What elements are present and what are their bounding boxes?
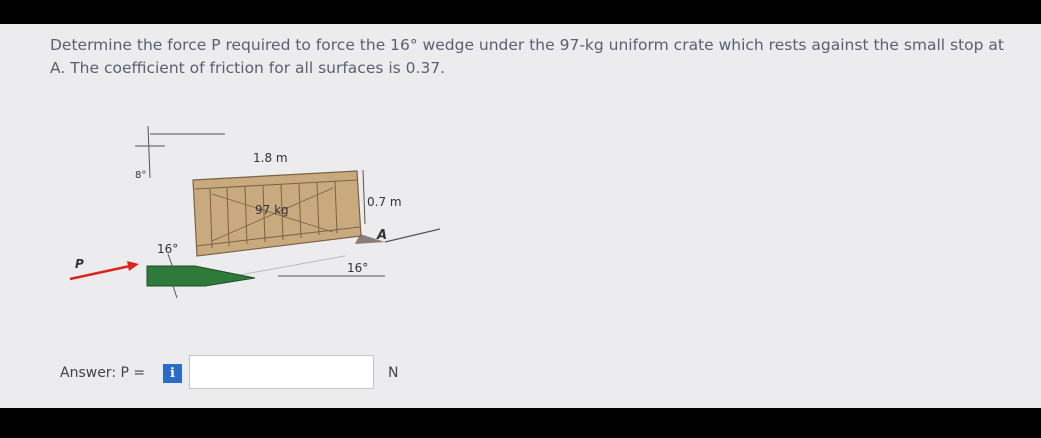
info-icon[interactable]: i (163, 364, 182, 383)
dimension-width-label: 1.8 m (253, 151, 288, 165)
angle-reference-vertical (148, 126, 150, 178)
ground-line-right (385, 229, 440, 242)
wedge-shape (147, 266, 255, 286)
wedge-normal-arrow (173, 286, 177, 298)
angle-top-label: 8° (135, 170, 147, 181)
answer-label: Answer: P = (60, 365, 146, 381)
problem-figure (55, 116, 445, 301)
force-label: P (75, 257, 84, 271)
answer-row (60, 354, 460, 394)
dimension-height-label: 0.7 m (367, 195, 402, 209)
unit-label: N (388, 365, 399, 381)
angle-ground-label: 16° (347, 261, 369, 275)
force-arrow-head (127, 261, 139, 271)
answer-input[interactable] (189, 355, 374, 389)
question-text: Determine the force P required to force the 16° wedge under the 97-kg uniform crate which rests against the small stop at A. The coefficient of friction for all surfaces is 0.37. (50, 36, 1005, 77)
crate-mass-label: 97 kg (255, 203, 289, 217)
question-panel (0, 24, 1041, 408)
point-a-label: A (377, 228, 388, 243)
dimension-line-right (363, 170, 365, 224)
angle-wedge-label: 16° (157, 242, 179, 256)
